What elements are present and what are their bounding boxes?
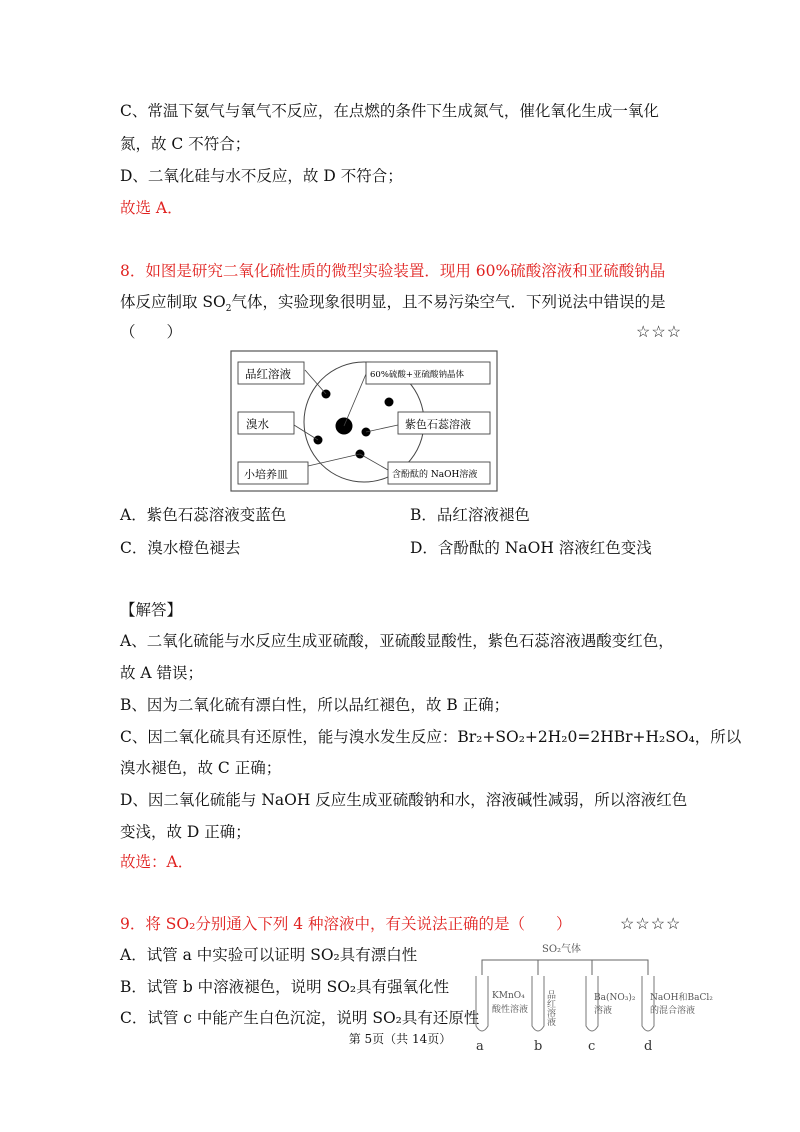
diagram-label-dish: 小培养皿 xyxy=(244,468,288,481)
tube-b-label: b xyxy=(534,1039,543,1052)
tube-d-text2: 的混合溶液 xyxy=(650,1006,696,1016)
tube-b-text: 品红溶液 xyxy=(545,990,555,1026)
page-footer: 第 5页（共 14页） xyxy=(348,1032,452,1046)
option-9-a: A．试管 a 中实验可以证明 SO₂具有漂白性 xyxy=(120,946,418,964)
solution-b: B、因为二氧化硫有漂白性，所以品红褪色，故 B 正确； xyxy=(120,696,510,714)
solution-d-line2: 变浅，故 D 正确； xyxy=(120,823,251,841)
difficulty-stars-9: ☆☆☆☆ xyxy=(620,914,682,933)
diagram-label-bromine: 溴水 xyxy=(246,417,269,431)
diagram-label-pinhong: 品红溶液 xyxy=(245,367,291,381)
tube-c-text1: Ba(NO₃)₂ xyxy=(594,993,636,1003)
question-9: 9．将 SO₂分别通入下列 4 种溶液中，有关说法正确的是（ ） xyxy=(120,915,572,933)
option-d: D．含酚酞的 NaOH 溶液红色变浅 xyxy=(410,539,652,557)
tube-a-text2: 酸性溶液 xyxy=(492,1005,529,1015)
tube-d-label: d xyxy=(644,1039,653,1052)
solution-a-line1: A、二氧化硫能与水反应生成亚硫酸，亚硫酸显酸性，紫色石蕊溶液遇酸变红色， xyxy=(120,632,674,650)
option-9-b: B．试管 b 中溶液褪色，说明 SO₂具有强氧化性 xyxy=(120,978,450,996)
tube-d-text1: NaOH和BaCl₂ xyxy=(650,993,713,1003)
tube-a-label: a xyxy=(476,1039,484,1052)
answer-8: 故选：A． xyxy=(120,853,194,871)
option-9-c: C．试管 c 中能产生白色沉淀，说明 SO₂具有还原性 xyxy=(120,1009,480,1027)
gas-label: SO₂气体 xyxy=(542,944,582,955)
solution-heading: 【解答】 xyxy=(120,601,183,619)
solution-line-c-cont: 氮，故 C 不符合； xyxy=(120,135,251,153)
tube-a-text1: KMnO₄ xyxy=(492,991,525,1001)
tube-c-text2: 溶液 xyxy=(594,1006,613,1016)
solution-d-line1: D、因二氧化硫能与 NaOH 反应生成亚硫酸钠和水，溶液碱性减弱，所以溶液红色 xyxy=(120,791,688,809)
solution-line-c: C、常温下氨气与氧气不反应，在点燃的条件下生成氮气，催化氧化生成一氧化 xyxy=(120,102,659,120)
option-b: B．品红溶液褪色 xyxy=(410,506,530,524)
diagram-label-naoh: 含酚酞的 NaOH溶液 xyxy=(392,470,478,480)
tube-c-label: c xyxy=(588,1039,596,1052)
diagram-label-litmus: 紫色石蕊溶液 xyxy=(405,418,471,431)
solution-c-line1: C、因二氧化硫具有还原性，能与溴水发生反应：Br₂+SO₂+2H₂0=2HBr+H₂SO₄，所以 xyxy=(120,728,742,746)
solution-line-d: D、二氧化硅与水不反应，故 D 不符合； xyxy=(120,167,403,185)
answer-7: 故选 A． xyxy=(120,199,183,217)
question-8-line2: 体反应制取 $SO_2$气体，实验现象很明显，且不易污染空气．下列说法中错误的是 xyxy=(120,293,666,315)
option-c: C．溴水橙色褪去 xyxy=(120,539,241,557)
question-8-line1: 8．如图是研究二氧化硫性质的微型实验装置．现用 60%硫酸溶液和亚硫酸钠晶 xyxy=(120,262,666,280)
diagram-label-acid: 60%硫酸+亚硫酸钠晶体 xyxy=(370,370,465,380)
solution-a-line2: 故 A 错误； xyxy=(120,664,204,682)
experiment-diagram xyxy=(230,350,498,492)
question-8-bracket: （ ） xyxy=(120,323,183,341)
solution-c-line2: 溴水褪色，故 C 正确； xyxy=(120,759,282,777)
option-a: A．紫色石蕊溶液变蓝色 xyxy=(120,506,287,524)
difficulty-stars: ☆☆☆ xyxy=(636,322,683,341)
